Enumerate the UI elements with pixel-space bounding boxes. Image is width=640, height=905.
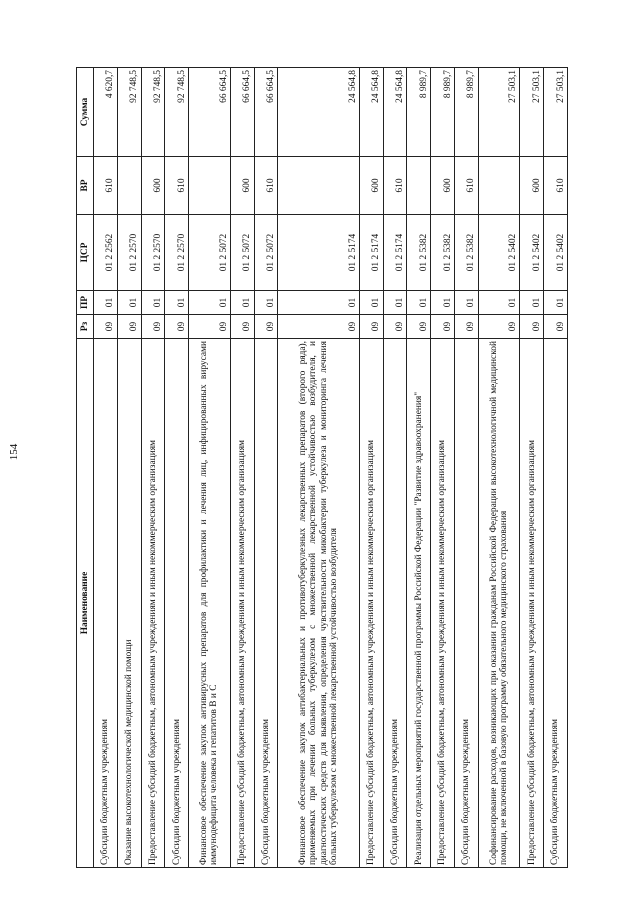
budget-table-sheet: [76, 68, 568, 868]
row-vr: 610: [254, 157, 278, 215]
row-pr: 01: [454, 291, 478, 315]
row-csr: 01 2 5072: [230, 215, 254, 291]
row-vr: 610: [94, 157, 118, 215]
header-csr: ЦСР: [77, 215, 94, 291]
row-name: Оказание высокотехнологической медицинской помощи: [117, 339, 141, 868]
row-vr: [189, 157, 231, 215]
row-csr: 01 2 2562: [94, 215, 118, 291]
table-row: [230, 68, 254, 868]
row-rz: 09: [544, 315, 568, 339]
row-rz: 09: [407, 315, 431, 339]
row-pr: 01: [141, 291, 165, 315]
row-sum: 4 620,7: [94, 68, 118, 157]
row-csr: 01 2 5382: [407, 215, 431, 291]
row-name: Субсидии бюджетным учреждениям: [94, 339, 118, 868]
row-sum: 92 748,5: [117, 68, 141, 157]
row-name: Предоставление субсидий бюджетным, автономным учреждениям и иным некоммерческим организациям: [431, 339, 455, 868]
table-row: [117, 68, 141, 868]
row-pr: 01: [278, 291, 360, 315]
table-row: [431, 68, 455, 868]
row-name: Софинансирование расходов, возникающих при оказании гражданам Российской Федерации высокотехнологичной медицинской помощи, не включенной в базовую программу обязательного медицинского страхования: [478, 339, 520, 868]
row-pr: 01: [431, 291, 455, 315]
table-row: [407, 68, 431, 868]
row-pr: 01: [478, 291, 520, 315]
row-csr: 01 2 5174: [278, 215, 360, 291]
row-sum: 27 503,1: [478, 68, 520, 157]
budget-table: [76, 67, 568, 868]
table-row: [478, 68, 520, 868]
row-rz: 09: [141, 315, 165, 339]
row-csr: 01 2 5174: [383, 215, 407, 291]
row-rz: 09: [94, 315, 118, 339]
row-vr: 610: [383, 157, 407, 215]
row-sum: 8 989,7: [454, 68, 478, 157]
row-rz: 09: [117, 315, 141, 339]
row-csr: 01 2 5402: [478, 215, 520, 291]
row-sum: 8 989,7: [407, 68, 431, 157]
row-sum: 8 989,7: [431, 68, 455, 157]
row-rz: 09: [165, 315, 189, 339]
row-pr: 01: [383, 291, 407, 315]
row-name: Предоставление субсидий бюджетным, автономным учреждениям и иным некоммерческим организациям: [359, 339, 383, 868]
table-row: [359, 68, 383, 868]
row-rz: 09: [520, 315, 544, 339]
row-pr: 01: [94, 291, 118, 315]
row-vr: 600: [230, 157, 254, 215]
row-vr: [117, 157, 141, 215]
row-sum: 24 564,8: [278, 68, 360, 157]
table-row: [520, 68, 544, 868]
table-row: [165, 68, 189, 868]
table-row: [544, 68, 568, 868]
row-sum: 92 748,5: [165, 68, 189, 157]
row-name: Реализация отдельных мероприятий государственной программы Российской Федерации "Развитие здравоохранения": [407, 339, 431, 868]
table-body: [94, 68, 568, 868]
row-pr: 01: [230, 291, 254, 315]
row-rz: 09: [431, 315, 455, 339]
row-pr: 01: [165, 291, 189, 315]
table-header-row: [77, 68, 94, 868]
row-rz: 09: [359, 315, 383, 339]
row-rz: 09: [278, 315, 360, 339]
row-pr: 01: [189, 291, 231, 315]
row-sum: 27 503,1: [544, 68, 568, 157]
row-csr: 01 2 5072: [254, 215, 278, 291]
row-name: Предоставление субсидий бюджетным, автономным учреждениям и иным некоммерческим организациям: [520, 339, 544, 868]
row-rz: 09: [383, 315, 407, 339]
row-rz: 09: [478, 315, 520, 339]
row-vr: [478, 157, 520, 215]
table-row: [454, 68, 478, 868]
row-csr: 01 2 5174: [359, 215, 383, 291]
table-row: [278, 68, 360, 868]
row-vr: 600: [141, 157, 165, 215]
table-row: [141, 68, 165, 868]
row-pr: 01: [544, 291, 568, 315]
row-vr: 610: [454, 157, 478, 215]
row-csr: 01 2 2570: [141, 215, 165, 291]
row-vr: 610: [165, 157, 189, 215]
row-sum: 92 748,5: [141, 68, 165, 157]
row-name: Предоставление субсидий бюджетным, автономным учреждениям и иным некоммерческим организациям: [230, 339, 254, 868]
row-name: Субсидии бюджетным учреждениям: [165, 339, 189, 868]
row-sum: 66 664,5: [230, 68, 254, 157]
header-name: Наименование: [77, 339, 94, 868]
row-rz: 09: [189, 315, 231, 339]
row-csr: 01 2 5402: [544, 215, 568, 291]
row-pr: 01: [359, 291, 383, 315]
header-rz: Рз: [77, 315, 94, 339]
row-pr: 01: [117, 291, 141, 315]
row-rz: 09: [230, 315, 254, 339]
row-vr: 600: [431, 157, 455, 215]
row-name: Субсидии бюджетным учреждениям: [254, 339, 278, 868]
table-row: [94, 68, 118, 868]
row-csr: 01 2 5382: [454, 215, 478, 291]
row-name: Финансовое обеспечение закупок антибактериальных и противотуберкулезных лекарственных препаратов (второго ряда), применяемых при лечении больных туберкулезом с множественной лекарственной устойчивостью возбудителя, и диагностических средств для выявления, определения чувствительности микобактерии туберкулеза и мониторинга лечения больных туберкулезом с множественной лекарственной устойчивостью возбудителя: [278, 339, 360, 868]
row-pr: 01: [254, 291, 278, 315]
row-rz: 09: [254, 315, 278, 339]
row-name: Финансовое обеспечение закупок антивирусных препаратов для профилактики и лечения лиц, инфицированных вирусами иммунодефицита человека и гепатитов В и С: [189, 339, 231, 868]
row-sum: 24 564,8: [383, 68, 407, 157]
row-sum: 27 503,1: [520, 68, 544, 157]
table-row: [383, 68, 407, 868]
row-csr: 01 2 5072: [189, 215, 231, 291]
row-vr: 600: [359, 157, 383, 215]
page-number-strip: [0, 0, 28, 905]
row-rz: 09: [454, 315, 478, 339]
row-pr: 01: [407, 291, 431, 315]
row-pr: 01: [520, 291, 544, 315]
row-name: Субсидии бюджетным учреждениям: [544, 339, 568, 868]
table-row: [189, 68, 231, 868]
page-number: 154: [8, 443, 20, 461]
row-csr: 01 2 2570: [117, 215, 141, 291]
header-pr: ПР: [77, 291, 94, 315]
header-vr: ВР: [77, 157, 94, 215]
row-name: Предоставление субсидий бюджетным, автономным учреждениям и иным некоммерческим организациям: [141, 339, 165, 868]
table-row: [254, 68, 278, 868]
row-name: Субсидии бюджетным учреждениям: [383, 339, 407, 868]
header-sum: Сумма: [77, 68, 94, 157]
row-sum: 66 664,5: [254, 68, 278, 157]
row-name: Субсидии бюджетным учреждениям: [454, 339, 478, 868]
row-vr: [407, 157, 431, 215]
row-sum: 66 664,5: [189, 68, 231, 157]
row-vr: 610: [544, 157, 568, 215]
row-csr: 01 2 2570: [165, 215, 189, 291]
row-sum: 24 564,8: [359, 68, 383, 157]
row-vr: [278, 157, 360, 215]
row-csr: 01 2 5382: [431, 215, 455, 291]
row-csr: 01 2 5402: [520, 215, 544, 291]
row-vr: 600: [520, 157, 544, 215]
